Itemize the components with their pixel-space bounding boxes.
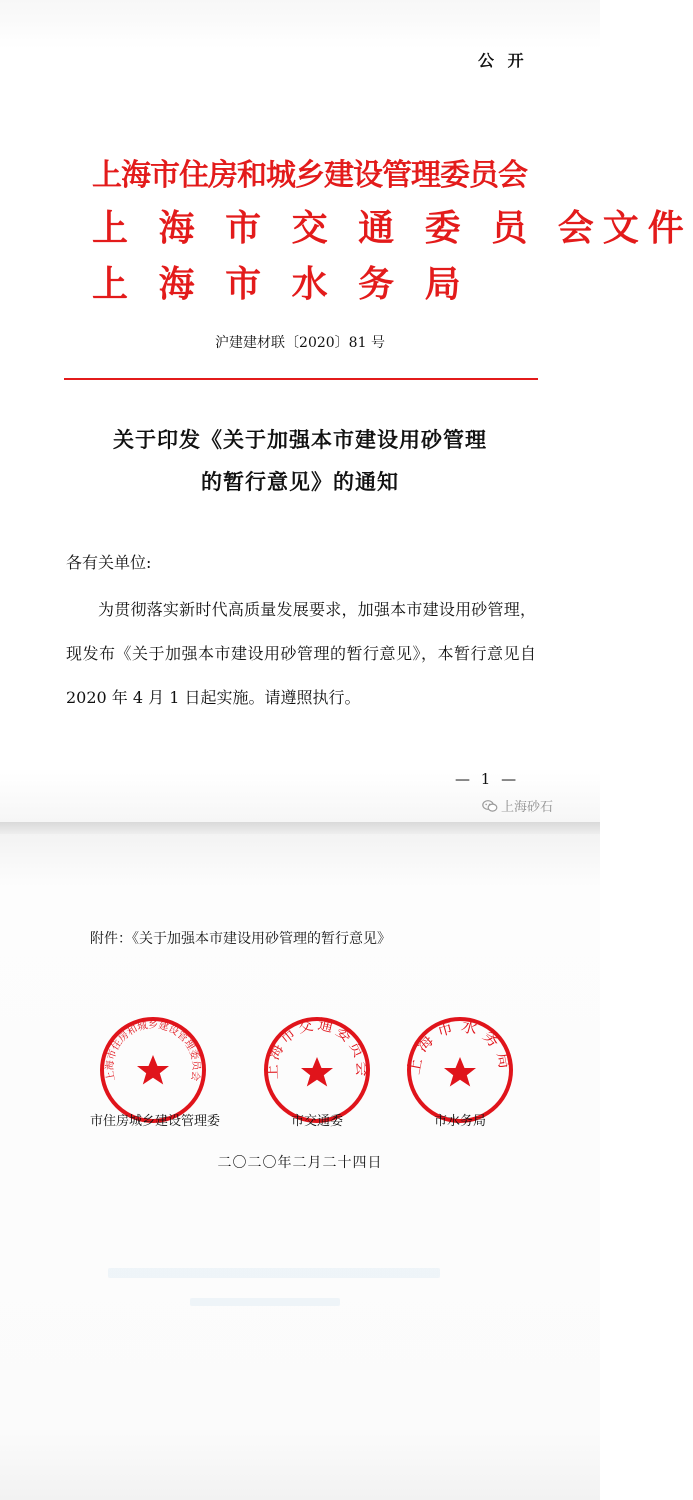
page-separator [0, 822, 600, 834]
salutation: 各有关单位: [66, 553, 152, 572]
seal-housing-commission [98, 1015, 208, 1125]
issuer-line-transport: 上 海 市 交 通 委 员 会文件 [92, 207, 693, 249]
red-star-icon [137, 1055, 169, 1085]
issue-date: 二〇二〇年二月二十四日 [217, 1155, 383, 1171]
document-number: 沪建建材联〔2020〕81 号 [215, 335, 385, 351]
issuer-line-housing: 上海市住房和城乡建设管理委员会 [92, 158, 527, 193]
seal-ring-text: 上海市水务局 [405, 1015, 515, 1076]
wechat-watermark [482, 796, 553, 815]
notice-title-line-2: 的暂行意见》的通知 [201, 469, 399, 494]
seal-ring-text: 上海市交通委员会 [262, 1015, 372, 1080]
seal-transport-commission [262, 1015, 372, 1125]
red-divider [64, 378, 538, 380]
seal-caption-water: 市水务局 [433, 1114, 486, 1129]
page-number: — 1 — [455, 770, 520, 788]
issuer-line-water: 上 海 市 水 务 局 [92, 263, 470, 305]
watermark-text: 上海砂石 [501, 800, 554, 815]
attachment-line: 附件：《关于加强本市建设用砂管理的暂行意见》 [90, 931, 391, 947]
seal-caption-transport: 市交通委 [290, 1114, 343, 1129]
bleed-through-mark [108, 1268, 440, 1278]
red-star-icon [444, 1057, 476, 1087]
bleed-through-mark [190, 1298, 340, 1306]
seal-water-bureau [405, 1015, 515, 1125]
disclosure-label: 公 开 [478, 51, 528, 70]
red-star-icon [301, 1057, 333, 1087]
wechat-icon [482, 799, 498, 813]
seal-caption-housing: 市住房城乡建设管理委 [89, 1114, 220, 1129]
notice-body: 为贯彻落实新时代高质量发展要求，加强本市建设用砂管理，现发布《关于加强本市建设用砂管理的暂行意见》，本暂行意见自 2020 年 4 月 1 日起实施。请遵照执行。 [66, 600, 536, 707]
seal-ring-text: 上海市住房和城乡建设管理委员会 [104, 1020, 202, 1082]
notice-title-line-1: 关于印发《关于加强本市建设用砂管理 [113, 427, 487, 452]
